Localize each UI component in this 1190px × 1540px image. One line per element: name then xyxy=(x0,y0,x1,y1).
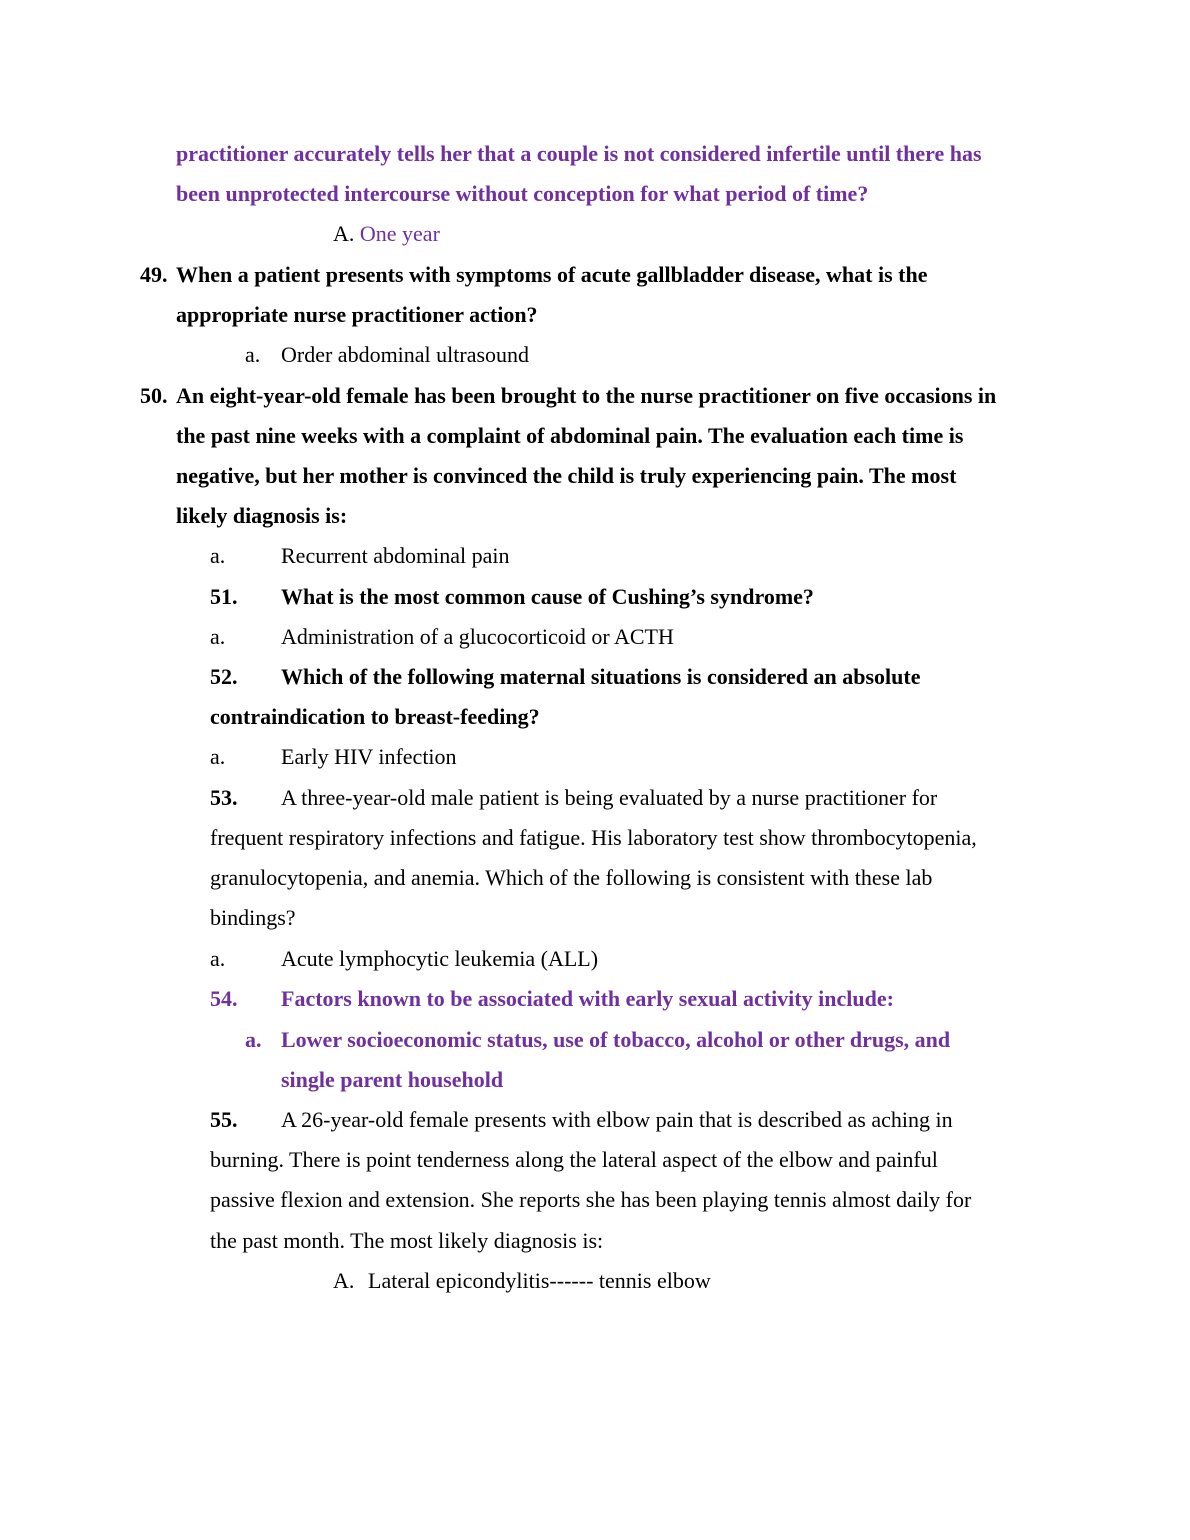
q53-answer-text: Acute lymphocytic leukemia (ALL) xyxy=(281,946,599,971)
q50-line-2: the past nine weeks with a complaint of abdominal pain. The evaluation each time is xyxy=(176,423,964,448)
q51-line-1: What is the most common cause of Cushing’s syndrome? xyxy=(281,584,814,609)
q55-line-3: passive flexion and extension. She reports she has been playing tennis almost daily for xyxy=(210,1187,972,1212)
q54-answer-line-2: single parent household xyxy=(281,1067,504,1092)
q54-answer-line-1: Lower socioeconomic status, use of tobacco, alcohol or other drugs, and xyxy=(281,1027,951,1052)
q53-number: 53. xyxy=(210,785,238,810)
q48-answer-label: A. xyxy=(333,221,355,246)
q55-number: 55. xyxy=(210,1107,238,1132)
q52-answer-text: Early HIV infection xyxy=(281,744,457,769)
q55-answer-text: Lateral epicondylitis------ tennis elbow xyxy=(368,1268,711,1293)
q55-line-2: burning. There is point tenderness along the lateral aspect of the elbow and painful xyxy=(210,1147,938,1172)
q48-line-1: practitioner accurately tells her that a couple is not considered infertile until there has xyxy=(176,141,982,166)
q50-line-4: likely diagnosis is: xyxy=(176,503,348,528)
q53-line-2: frequent respiratory infections and fatigue. His laboratory test show thrombocytopenia, xyxy=(210,825,977,850)
q55-line-4: the past month. The most likely diagnosis is: xyxy=(210,1228,604,1253)
q54-line-1: Factors known to be associated with early sexual activity include: xyxy=(281,986,894,1011)
q52-answer-label: a. xyxy=(210,744,226,769)
q53-line-4: bindings? xyxy=(210,905,296,930)
q49-line-1: When a patient presents with symptoms of acute gallbladder disease, what is the xyxy=(176,262,928,287)
q50-number: 50. xyxy=(140,383,168,408)
q49-number: 49. xyxy=(140,262,168,287)
q55-line-1: A 26-year-old female presents with elbow pain that is described as aching in xyxy=(281,1107,953,1132)
q52-number: 52. xyxy=(210,664,238,689)
q51-answer-label: a. xyxy=(210,624,226,649)
q53-line-1: A three-year-old male patient is being evaluated by a nurse practitioner for xyxy=(281,785,938,810)
q50-line-1: An eight-year-old female has been brought to the nurse practitioner on five occasions in xyxy=(176,383,997,408)
q48-answer xyxy=(333,214,440,254)
q52-line-2: contraindication to breast-feeding? xyxy=(210,704,540,729)
q53-line-3: granulocytopenia, and anemia. Which of the following is consistent with these lab xyxy=(210,865,933,890)
q49-answer-label: a. xyxy=(245,342,261,367)
q54-number: 54. xyxy=(210,986,238,1011)
q48-answer-text: One year xyxy=(359,221,440,246)
q51-answer-text: Administration of a glucocorticoid or ACTH xyxy=(281,624,674,649)
q52-line-1: Which of the following maternal situations is considered an absolute xyxy=(281,664,921,689)
q55-answer-label: A. xyxy=(333,1268,355,1293)
q54-answer-label: a. xyxy=(245,1027,262,1052)
q53-answer-label: a. xyxy=(210,946,226,971)
q49-line-2: appropriate nurse practitioner action? xyxy=(176,302,538,327)
q50-line-3: negative, but her mother is convinced the child is truly experiencing pain. The most xyxy=(176,463,957,488)
q50-answer-text: Recurrent abdominal pain xyxy=(281,543,510,568)
q48-line-2: been unprotected intercourse without conception for what period of time? xyxy=(176,181,869,206)
q51-number: 51. xyxy=(210,584,238,609)
q50-answer-label: a. xyxy=(210,543,226,568)
q49-answer-text: Order abdominal ultrasound xyxy=(281,342,530,367)
